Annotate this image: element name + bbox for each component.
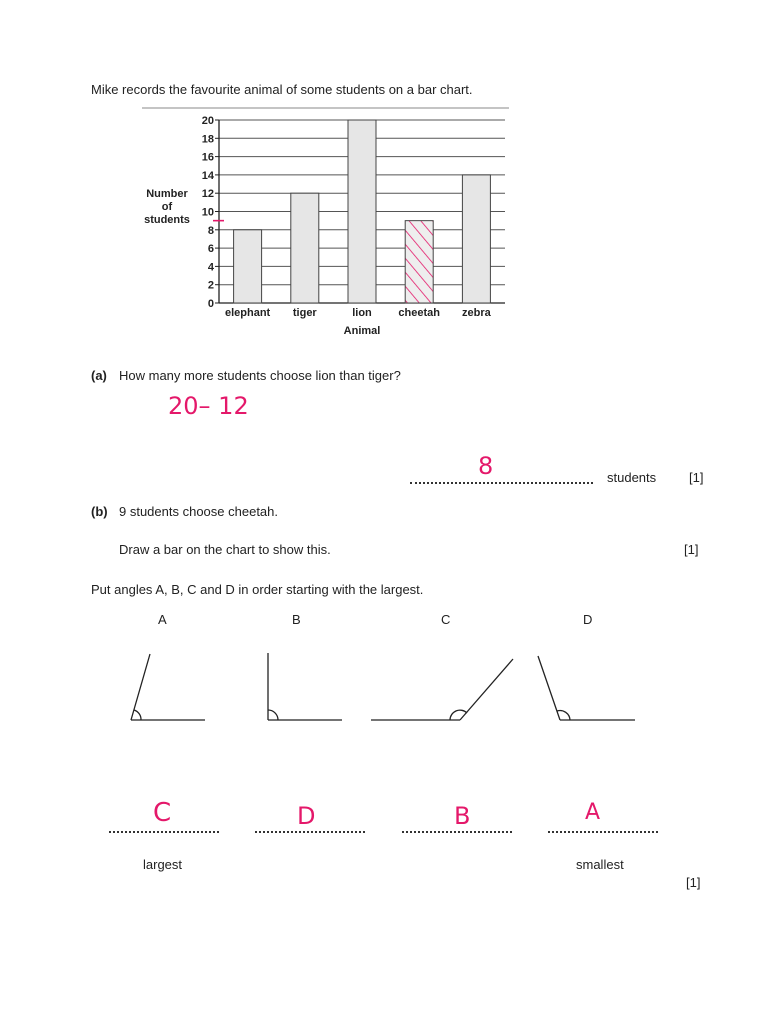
answer-angle-4[interactable]: A	[585, 800, 601, 825]
angle-label-d: D	[583, 612, 593, 627]
answer-a-unit: students	[607, 470, 657, 485]
answer-angle-1[interactable]: C	[153, 798, 172, 828]
y-tick-label: 18	[201, 133, 214, 146]
y-tick-label: 8	[207, 224, 214, 237]
x-tick-label: elephant	[224, 307, 271, 319]
x-tick-label: zebra	[462, 307, 491, 319]
y-axis-label: Number	[146, 188, 188, 200]
largest-label: largest	[143, 857, 183, 872]
answer-a-handwriting[interactable]: 8	[478, 452, 494, 480]
question-a-label: (a)	[91, 368, 107, 383]
question-b-label: (b)	[91, 504, 108, 519]
y-tick-label: 12	[201, 188, 214, 201]
y-tick-label: 6	[207, 243, 214, 256]
y-axis-label: of	[161, 201, 173, 213]
y-tick-label: 14	[201, 169, 214, 182]
working-handwriting: 20– 12	[168, 392, 249, 420]
question-a-text: How many more students choose lion than tiger?	[119, 368, 401, 383]
angles-question: Put angles A, B, C and D in order starting with the largest.	[91, 582, 424, 597]
y-tick-label: 20	[201, 115, 214, 127]
angle-label-a: A	[158, 612, 167, 627]
intro-text: Mike records the favourite animal of some students on a bar chart.	[91, 82, 473, 97]
answer-line-2[interactable]	[255, 831, 365, 833]
angle-a	[131, 654, 205, 720]
angles-mark: [1]	[686, 875, 701, 890]
y-tick-label: 4	[207, 261, 214, 274]
answer-angle-2[interactable]: D	[297, 802, 316, 830]
y-tick-label: 16	[201, 151, 214, 164]
angle-b	[268, 653, 342, 720]
question-b-instruction: Draw a bar on the chart to show this.	[119, 542, 331, 557]
answer-line-3[interactable]	[402, 831, 512, 833]
x-tick-label: lion	[352, 307, 372, 319]
angle-c	[371, 659, 513, 720]
answer-line-1[interactable]	[109, 831, 219, 833]
answer-angle-3[interactable]: B	[454, 802, 471, 830]
angle-label-b: B	[292, 612, 301, 627]
y-tick-label: 2	[207, 279, 214, 292]
question-a-mark: [1]	[689, 470, 704, 485]
answer-line-4[interactable]	[548, 831, 658, 833]
x-axis-label: Animal	[343, 325, 381, 337]
y-tick-label: 0	[207, 298, 214, 310]
y-axis-label: students	[144, 214, 190, 226]
angle-label-c: C	[441, 612, 451, 627]
y-tick-label: 10	[201, 206, 214, 219]
question-b-mark: [1]	[684, 542, 699, 557]
question-b-text: 9 students choose cheetah.	[119, 504, 279, 519]
smallest-label: smallest	[576, 857, 624, 872]
angle-d	[538, 656, 635, 720]
x-tick-label: tiger	[292, 307, 317, 319]
x-tick-label: cheetah	[398, 307, 440, 319]
